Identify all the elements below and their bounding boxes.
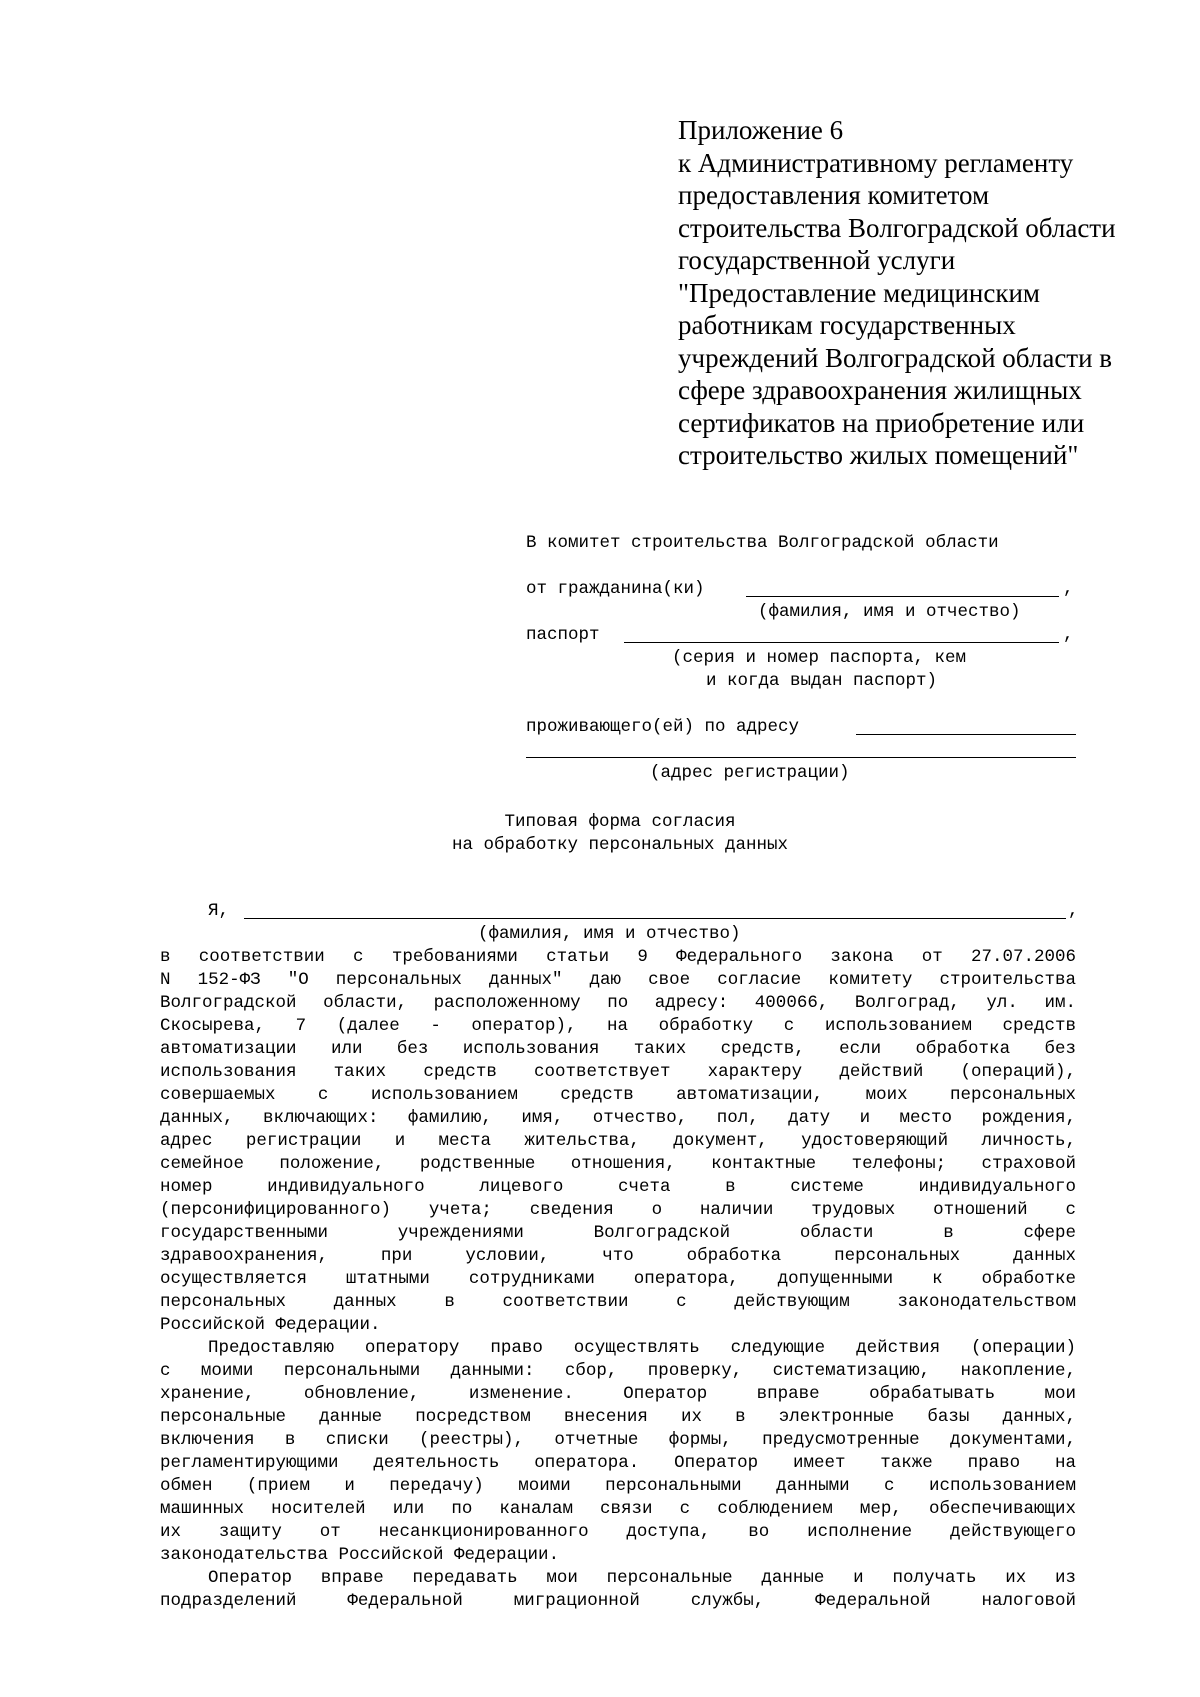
addressee-to (526, 532, 1076, 555)
text-line: Российской Федерации. (160, 1315, 381, 1335)
consent-paragraph-2 (160, 1337, 1076, 1567)
form-title-line-2: на обработку персональных данных (451, 835, 789, 855)
text-line: Предоставляю оператору право осуществлять следующие действия (операции) (208, 1338, 1076, 1358)
text-line: хранение, обновление, изменение. Оператор вправе обрабатывать мои (160, 1384, 1076, 1404)
residence-field[interactable] (856, 716, 1076, 735)
residence-row (526, 716, 1076, 739)
text-line: данных, включающих: фамилию, имя, отчество, пол, дату и место рождения, (160, 1108, 1076, 1128)
passport-hint-2: и когда выдан паспорт) (706, 671, 938, 691)
text-line: N 152-ФЗ "О персональных данных" даю свое согласие комитету строительства (160, 970, 1076, 990)
text-line: обмен (прием и передачу) моими персональными данными с использованием (160, 1476, 1076, 1496)
text-line: персональные данные посредством внесения их в электронные базы данных, (160, 1407, 1076, 1427)
appendix-line: учреждений Волгоградской области в (678, 342, 1113, 373)
passport-field[interactable] (624, 624, 1059, 643)
text-line: в соответствии с требованиями статьи 9 Федерального закона от 27.07.2006 (160, 947, 1076, 967)
consent-name-hint: (фамилия, имя и отчество) (478, 924, 741, 944)
appendix-line: строительства Волгоградской области (678, 212, 1116, 243)
consent-name-row (160, 900, 1079, 923)
from-comma: , (1063, 579, 1074, 599)
from-row (526, 578, 1076, 601)
text-line: использования таких средств соответствует характеру действий (операций), (160, 1062, 1076, 1082)
text-line: Оператор вправе передавать мои персональные данные и получать их из (208, 1568, 1076, 1588)
text-line: Волгоградской области, расположенному по адресу: 400066, Волгоград, ул. им. (160, 993, 1076, 1013)
appendix-line: сертификатов на приобретение или (678, 407, 1085, 438)
addressee-to-text: В комитет строительства Волгоградской области (526, 533, 999, 553)
from-name-field[interactable] (746, 578, 1059, 597)
consent-paragraph-1 (160, 946, 1076, 1337)
text-line: подразделений Федеральной миграционной службы, Федеральной налоговой (160, 1591, 1076, 1611)
text-line: законодательства Российской Федерации. (160, 1545, 560, 1565)
text-line: машинных носителей или по каналам связи с соблюдением мер, обеспечивающих (160, 1499, 1076, 1519)
text-line: семейное положение, родственные отношения, контактные телефоны; страховой (160, 1154, 1076, 1174)
residence-label: проживающего(ей) по адресу (526, 717, 800, 737)
consent-paragraph-3 (160, 1567, 1076, 1613)
passport-row (526, 624, 1076, 647)
from-hint-row (526, 601, 1076, 624)
text-line: государственными учреждениями Волгоградской области в сфере (160, 1223, 1076, 1243)
passport-label: паспорт (526, 625, 600, 645)
appendix-line: Приложение 6 (678, 115, 844, 145)
passport-hint-1: (серия и номер паспорта, кем (672, 648, 967, 668)
text-line: осуществляется штатными сотрудниками оператора, допущенными к обработке (160, 1269, 1076, 1289)
residence-row-2 (526, 739, 1076, 762)
text-line: (персонифицированного) учета; сведения о наличии трудовых отношений с (160, 1200, 1076, 1220)
form-title-line-1: Типовая форма согласия (504, 812, 736, 832)
text-line: номер индивидуального лицевого счета в системе индивидуального (160, 1177, 1076, 1197)
appendix-line: предоставления комитетом (678, 180, 990, 210)
residence-hint: (адрес регистрации) (650, 763, 850, 783)
text-line: персональных данных в соответствии с действующим законодательством (160, 1292, 1076, 1312)
text-line: автоматизации или без использования таких средств, если обработка без (160, 1039, 1076, 1059)
text-line: с моими персональными данными: сбор, проверку, систематизацию, накопление, (160, 1361, 1076, 1381)
consent-name-comma: , (1068, 901, 1079, 921)
appendix-header (678, 114, 1148, 472)
passport-hint-row-2 (526, 670, 1076, 693)
passport-comma: , (1063, 625, 1074, 645)
consent-i-label: Я, (208, 901, 230, 921)
passport-hint-row-1 (526, 647, 1076, 670)
from-label: от гражданина(ки) (526, 579, 705, 599)
residence-field-2[interactable] (526, 739, 1076, 758)
text-line: здравоохранения, при условии, что обработка персональных данных (160, 1246, 1076, 1266)
text-line: Скосырева, 7 (далее - оператор), на обработку с использованием средств (160, 1016, 1076, 1036)
appendix-line: "Предоставление медицинским (678, 277, 1041, 308)
text-line: включения в списки (реестры), отчетные формы, предусмотренные документами, (160, 1430, 1076, 1450)
consent-name-hint-row (160, 923, 1076, 946)
consent-body (160, 900, 1079, 1613)
addressee-block (526, 532, 1076, 785)
form-title (400, 811, 840, 857)
consent-name-field[interactable] (244, 900, 1066, 919)
from-hint: (фамилия, имя и отчество) (758, 602, 1021, 622)
appendix-line: работникам государственных (678, 310, 1016, 340)
text-line: адрес регистрации и места жительства, документ, удостоверяющий личность, (160, 1131, 1076, 1151)
appendix-line: строительство жилых помещений" (678, 440, 1079, 470)
appendix-line: к Административному регламенту (678, 147, 1074, 178)
text-line: регламентирующими деятельность оператора. Оператор имеет также право на (160, 1453, 1076, 1473)
appendix-line: государственной услуги (678, 245, 956, 275)
text-line: совершаемых с использованием средств автоматизации, моих персональных (160, 1085, 1076, 1105)
residence-hint-row (526, 762, 1076, 785)
appendix-line: сфере здравоохранения жилищных (678, 375, 1082, 405)
text-line: их защиту от несанкционированного доступа, во исполнение действующего (160, 1522, 1076, 1542)
